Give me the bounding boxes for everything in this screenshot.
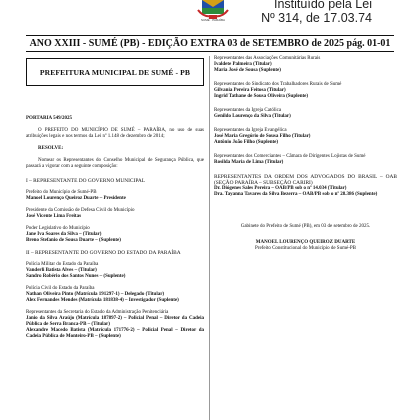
- civil-police-titular: Nathan Oliveira Pinto (Matrícula 191297-1) – Delegado (Titular): [26, 292, 165, 298]
- section-1-title: I – REPRESENTANTE DO GOVERNO MUNICIPAL: [26, 178, 146, 184]
- military-police-suplente: Sandro Robério dos Santos Nunes – (Suplente): [26, 274, 126, 280]
- intro-paragraph: O PREFEITO DO MUNICÍPIO DE SUMÉ – PARAÍBA, no uso de suas atribuições legais e nos termos da Lei nº 1.148 de dezembro de 2014;: [26, 128, 204, 139]
- masthead: [0, 0, 420, 32]
- union-titular: Gilvania Pereira Feitosa (Titular): [214, 88, 286, 93]
- penitentiary-titular: Janio da Silva Araújo (Matrícula 187897-2) – Policial Penal – Diretor da Cadeia Pública de Serra Branca-PB – (Titular): [26, 316, 204, 328]
- merchants-label: Representantes dos Comerciantes – Câmara de Dirigentes Lojistas de Sumé: [214, 154, 366, 159]
- evangelical-label: Representantes da Igreja Evangélica: [214, 128, 287, 133]
- oab-label: REPRESENTANTES DA ORDEM DOS ADVOGADOS DO BRASIL – OAB (SEÇÃO PARAÍBA – SUBSEÇÃO CARIRI): [214, 174, 397, 187]
- penitentiary-label: Representantes da Secretaria do Estado da Administração Penitenciária: [26, 310, 169, 316]
- left-column: [26, 58, 204, 340]
- military-police-label: Polícia Militar do Estado da Paraíba: [26, 262, 99, 268]
- header-rule-top: [26, 35, 394, 36]
- union-label: Representantes do Sindicato dos Trabalhadores Rurais de Sumé: [214, 82, 342, 87]
- nominate-paragraph: Nomear os Representantes do Conselho Municipal de Segurança Pública, que passará a vigorar com a seguinte composição:: [26, 158, 204, 169]
- merchants-titular: Rosilda Maria de Lima (Titular): [214, 160, 284, 165]
- evangelical-suplente: Antônio João Filho (Suplente): [214, 140, 279, 145]
- org-title-box: [26, 58, 204, 86]
- crest-caption: SUMÉ · PARAÍBA: [200, 18, 226, 22]
- assoc-suplente: Maria José de Sousa (Suplente): [214, 68, 281, 73]
- signer-role: Prefeito Constitucional do Município de Sumé-PB: [255, 246, 356, 252]
- signer-name: MANOEL LOURENÇO QUEIROZ DUARTE: [255, 240, 356, 246]
- portaria-number: PORTARIA 549/2025: [26, 116, 72, 121]
- evangelical-titular: José Maria Gregório de Sousa Filho (Titular): [214, 134, 311, 139]
- assoc-label: Representantes das Associações Comunitárias Rurais: [214, 56, 321, 61]
- header-rule-bottom: [26, 51, 394, 52]
- pref-name: Manoel Lourenço Queiroz Duarte – Presidente: [26, 196, 126, 202]
- union-suplente: Ingrid Tathane de Sousa Oliveira (Suplente): [214, 94, 309, 99]
- civil-police-suplente: Alex Fernandes Mendes (Matrícula 181838-4) – Investigador (Suplente): [26, 298, 179, 304]
- assoc-titular: Ivaldete Palmeira (Titular): [214, 62, 272, 67]
- oab-titular: Dr. Diógenes Sales Pereira – OAB/PB sob o nº 14.034 (Titular): [214, 186, 347, 192]
- military-police-titular: Vanderli Batista Alves – (Titular): [26, 268, 97, 274]
- section-2-title: II – REPRESENTANTE DO GOVERNO DO ESTADO DA PARAÍBA: [26, 250, 181, 257]
- column-divider: [209, 56, 210, 420]
- resolve-heading: RESOLVE:: [38, 146, 64, 151]
- pref-label: Prefeito do Município de Sumé-PB: [26, 190, 97, 196]
- penitentiary-suplente: Alexandre Macedo Batista (Matrícula 171776-2) – Policial Penal – Diretor da Cadeia Pública de Monteiro-PB – (Suplente): [26, 328, 204, 340]
- civil-police-label: Polícia Civil do Estado da Paraíba: [26, 286, 95, 292]
- legislative-label: Poder Legislativo do Município: [26, 226, 90, 232]
- oab-suplente: Dra. Tayanna Tavares da Silva Bezerra – OAB/PB sob o nº 28.386 (Suplente): [214, 192, 378, 198]
- catholic-titular: Genildo Lourenço da Silva (Titular): [214, 114, 291, 119]
- legislative-suplente: Breno Stefanio de Sousa Duarte – (Suplente): [26, 238, 121, 244]
- civil-defense-label: Presidente da Comissão de Defesa Civil do Município: [26, 208, 135, 214]
- cabinet-date: Gabinete do Prefeito de Sumé (PB), em 03 de setembro de 2025.: [240, 224, 371, 230]
- civil-defense-name: José Vicente Lima Freitas: [26, 214, 82, 220]
- catholic-label: Representantes da Igreja Católica: [214, 108, 282, 113]
- edition-line: ANO XXIII - SUMÉ (PB) - EDIÇÃO EXTRA 03 de SETEMBRO de 2025 pág. 01-01: [29, 38, 391, 49]
- institution-line-2: Nº 314, de 17.03.74: [261, 11, 372, 25]
- org-title: PREFEITURA MUNICIPAL DE SUMÉ - PB: [39, 67, 191, 77]
- institution-note: [261, 0, 372, 25]
- institution-line-1: Instituído pela Lei: [274, 0, 372, 11]
- municipal-crest-icon: [196, 0, 230, 20]
- right-column: [214, 56, 397, 252]
- legislative-titular: Jane Iva Soares da Silva – (Titular): [26, 232, 102, 238]
